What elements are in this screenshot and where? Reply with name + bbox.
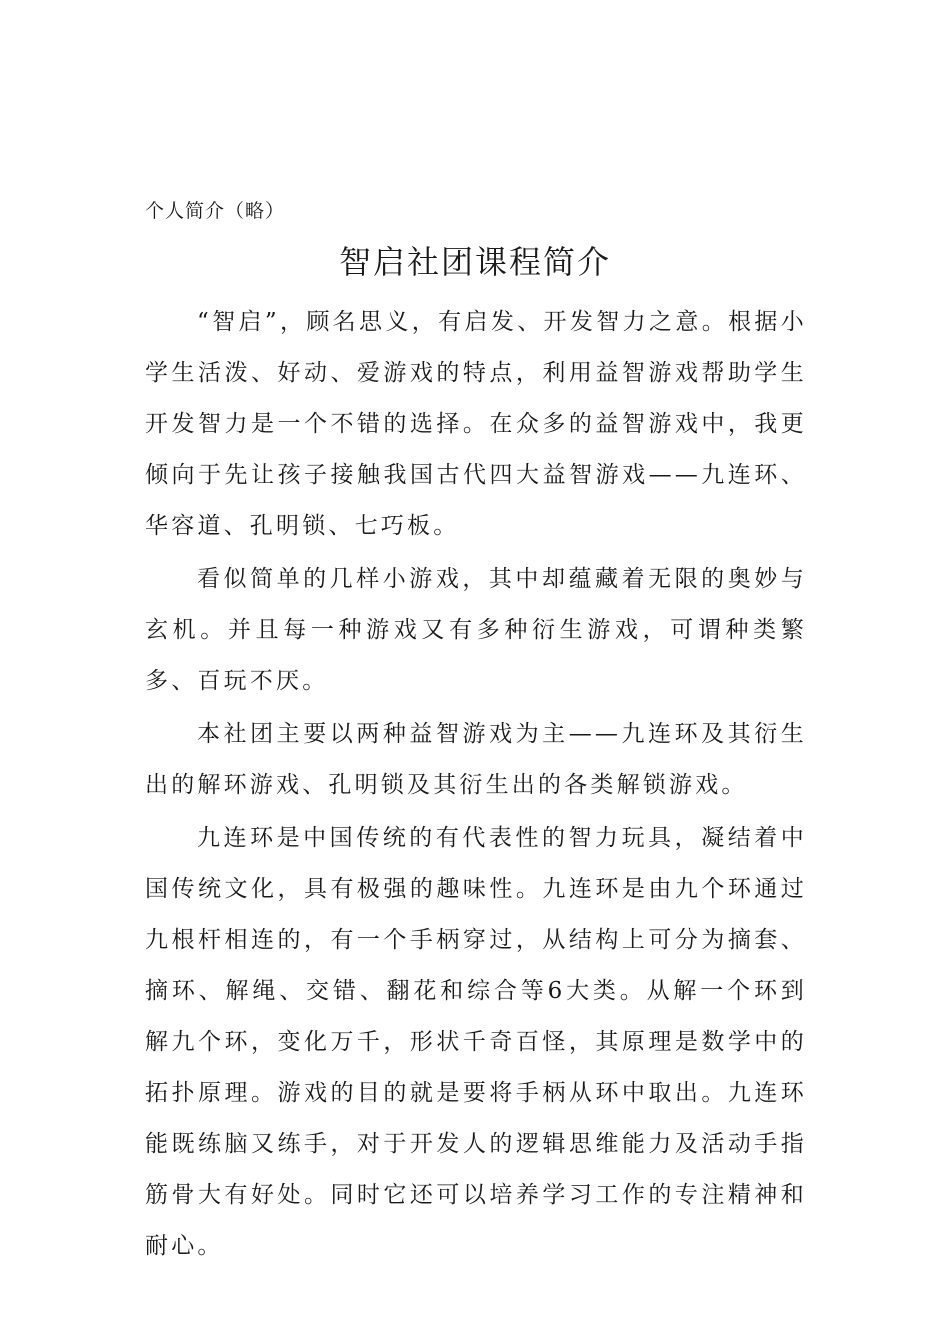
paragraph-nine-rings: 九连环是中国传统的有代表性的智力玩具，凝结着中国传统文化，具有极强的趣味性。九连环是由九个环通过九根杆相连的，有一个手柄穿过，从结构上可分为摘套、摘环、解绳、交错、翻花和综合等6大类。从解一个环到解九个环，变化万千，形状千奇百怪，其原理是数学中的拓扑原理。游戏的目的就是要将手柄从环中取出。九连环能既练脑又练手，对于开发人的逻辑思维能力及活动手指筋骨大有好处。同时它还可以培养学习工作的专注精神和耐心。: [145, 825, 807, 1259]
document-body: [145, 297, 807, 1274]
paragraph-club-focus: 本社团主要以两种益智游戏为主——九连环及其衍生出的解环游戏、孔明锁及其衍生出的各类解锁游戏。: [145, 721, 807, 798]
document-title: 智启社团课程简介: [338, 243, 611, 281]
paragraph-mystery: 看似简单的几样小游戏，其中却蕴藏着无限的奥妙与玄机。并且每一种游戏又有多种衍生游戏，可谓种类繁多、百玩不厌。: [145, 566, 807, 694]
header-note: 个人简介（略）: [145, 200, 286, 222]
paragraph-intro: “智启”，顾名思义，有启发、开发智力之意。根据小学生活泼、好动、爱游戏的特点，利用益智游戏帮助学生开发智力是一个不错的选择。在众多的益智游戏中，我更倾向于先让孩子接触我国古代四大益智游戏——九连环、华容道、孔明锁、七巧板。: [145, 309, 807, 539]
